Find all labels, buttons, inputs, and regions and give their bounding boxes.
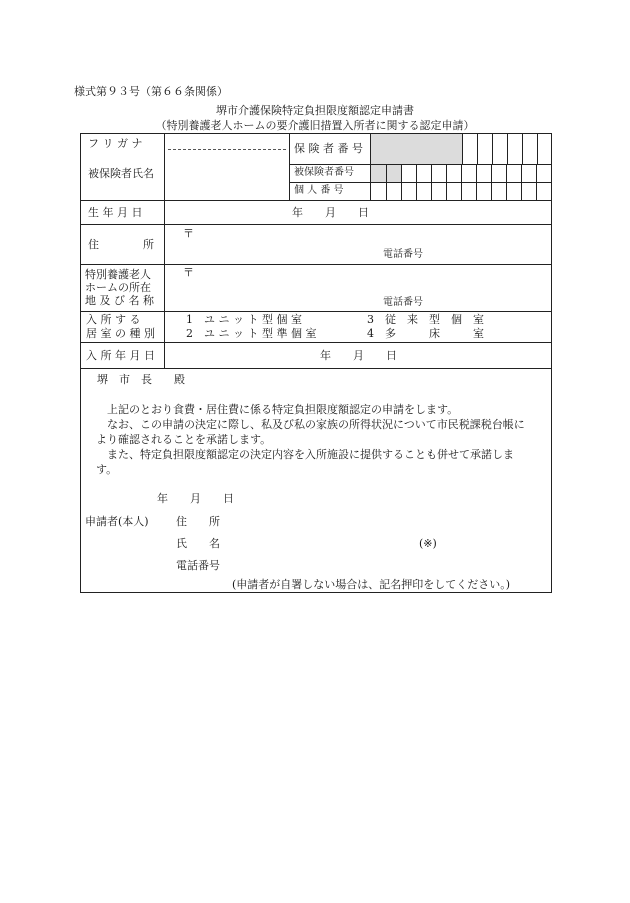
individual-number-label: 個 人 番 号 bbox=[294, 185, 344, 196]
signature-note: (申請者が自署しない場合は、記名押印をしてください。) bbox=[232, 578, 511, 591]
room-option-3: 3 従 来 型 個 室 bbox=[367, 313, 484, 326]
room-type-label-2: 居 室 の 種 別 bbox=[86, 327, 155, 340]
addressee: 堺 市 長 殿 bbox=[97, 373, 185, 386]
birth-date-label: 生 年 月 日 bbox=[88, 206, 143, 219]
insurer-number-label: 保 険 者 番 号 bbox=[294, 142, 363, 155]
room-option-4: 4 多 床 室 bbox=[367, 327, 484, 340]
seal-mark: (※) bbox=[419, 537, 437, 550]
admission-date-label: 入 所 年 月 日 bbox=[86, 349, 155, 362]
room-option-2: 2 ユ ニ ッ ト 型 準 個 室 bbox=[186, 327, 317, 340]
furigana-label: フ リ ガ ナ bbox=[88, 137, 143, 150]
address-label: 住 所 bbox=[88, 238, 154, 251]
address-postal-mark: 〒 bbox=[183, 227, 194, 240]
facility-label-3: 地 及 び 名 称 bbox=[85, 294, 154, 307]
applicant-label: 申請者(本人) bbox=[85, 515, 149, 528]
paragraph-2-line-1: なお、この申請の決定に際し、私及び私の家族の所得状況について市民税課税台帳に bbox=[107, 418, 525, 431]
facility-phone-label: 電話番号 bbox=[383, 297, 423, 308]
form-title: 堺市介護保険特定負担限度額認定申請書 bbox=[216, 104, 414, 117]
room-option-1: 1 ユ ニ ッ ト 型 個 室 bbox=[186, 313, 302, 326]
applicant-address-label: 住 所 bbox=[176, 515, 220, 528]
facility-label-2: ホームの所在 bbox=[85, 281, 151, 294]
admission-date-value: 年 月 日 bbox=[320, 349, 397, 362]
form-number: 様式第９３号（第６６条関係） bbox=[74, 85, 228, 98]
paragraph-2-line-2: より確認されることを承諾します。 bbox=[96, 433, 272, 446]
paragraph-3-line-1: また、特定負担限度額認定の決定内容を入所施設に提供することも併せて承諾しま bbox=[107, 448, 514, 461]
application-date: 年 月 日 bbox=[157, 492, 234, 505]
paragraph-1: 上記のとおり食費・居住費に係る特定負担限度額認定の申請をします。 bbox=[107, 403, 459, 416]
applicant-name-label: 氏 名 bbox=[176, 537, 220, 550]
facility-postal-mark: 〒 bbox=[183, 266, 194, 279]
form-subtitle: （特別養護老人ホームの要介護旧措置入所者に関する認定申請） bbox=[155, 119, 475, 132]
address-phone-label: 電話番号 bbox=[383, 249, 423, 260]
insured-number-label: 被保険者番号 bbox=[294, 167, 354, 178]
insured-name-label: 被保険者氏名 bbox=[88, 167, 154, 180]
applicant-phone-label: 電話番号 bbox=[176, 559, 220, 572]
facility-label-1: 特別養護老人 bbox=[85, 268, 151, 281]
birth-date-value: 年 月 日 bbox=[292, 206, 369, 219]
room-type-label-1: 入 所 す る bbox=[86, 313, 141, 326]
paragraph-3-line-2: す。 bbox=[96, 463, 118, 476]
